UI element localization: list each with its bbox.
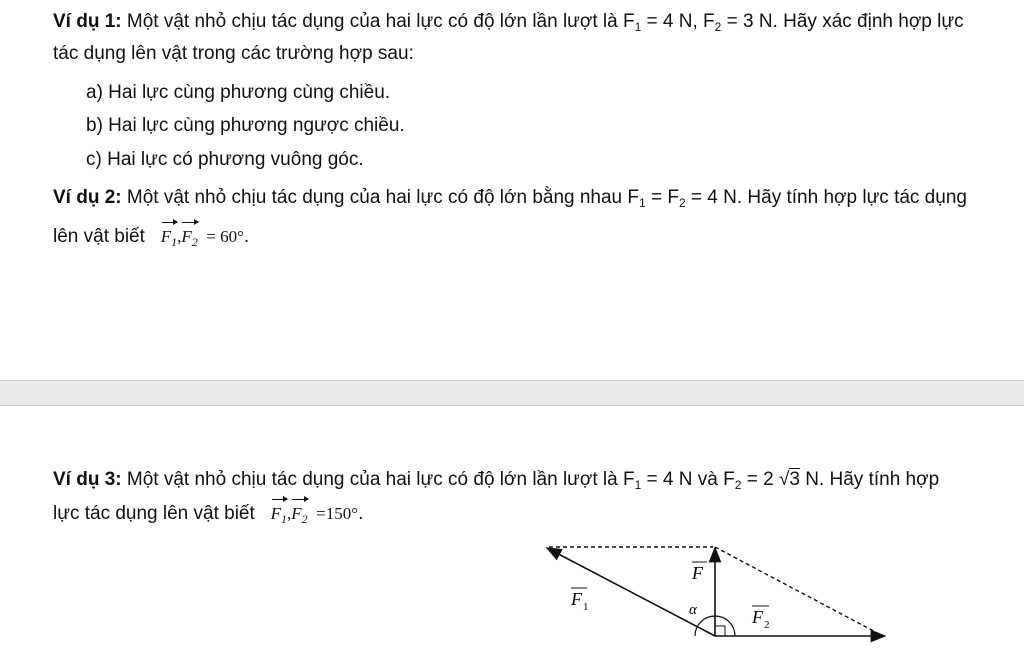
label-alpha: α: [689, 602, 697, 618]
svg-text:1: 1: [583, 601, 589, 613]
label-f2: [751, 606, 770, 631]
svg-text:F: F: [571, 589, 582, 609]
example-2-line-1: Ví dụ 2: Một vật nhỏ chịu tác dụng của hai lực có độ lớn bằng nhau $F_1 = F_2 = 4$ N. Hãy tính hợp lực tác dụng: [53, 187, 967, 210]
example-2-line-2: lên vật biết $F_1,F_2 = 60^\circ$.: [53, 226, 250, 249]
sqrt-expression: √3: [778, 469, 800, 490]
label-f: [691, 562, 707, 583]
right-angle-mark: [715, 626, 725, 636]
vector-f2-ex3: $F_2$: [291, 504, 308, 526]
example-1-item-b: b) Hai lực cùng phương ngược chiều.: [86, 115, 405, 136]
svg-text:F: F: [752, 607, 763, 627]
vector-f1-ex3: $F_1$: [270, 504, 288, 526]
example-1-item-a: a) Hai lực cùng phương cùng chiều.: [86, 82, 391, 103]
angle-expression: $F_1,F_2 = 60^\circ$: [160, 227, 244, 249]
document-page-2: [0, 406, 1024, 658]
vector-f2: $F_2$: [181, 227, 198, 249]
example-3-line-1: Ví dụ 3: Một vật nhỏ chịu tác dụng của hai lực có độ lớn lần lượt là $F_1 = 4$ N và $F_2 = 2$ √3 N. Hãy tính hợp: [53, 469, 940, 492]
example-1-label: Ví dụ 1:: [53, 11, 122, 32]
example-1-line-1: Ví dụ 1: Một vật nhỏ chịu tác dụng của hai lực có độ lớn lần lượt là $F_1 = 4$ N, $F_2 = 3$ N. Hãy xác định hợp lực: [53, 11, 964, 34]
angle-expression-3: $F_1,F_2 =150^\circ$: [270, 504, 359, 526]
vector-f1: $F_1$: [160, 227, 178, 249]
force-diagram: [535, 540, 895, 650]
example-3-label: Ví dụ 3:: [53, 469, 122, 490]
example-2-label: Ví dụ 2:: [53, 187, 122, 208]
example-3-line-2: lực tác dụng lên vật biết $F_1,F_2 =150^\circ$.: [53, 503, 364, 526]
page-separator: [0, 380, 1024, 406]
svg-text:F: F: [692, 563, 703, 583]
example-1-item-c: c) Hai lực có phương vuông góc.: [86, 149, 364, 170]
example-1-line-2: tác dụng lên vật trong các trường hợp sau:: [53, 43, 414, 64]
svg-text:2: 2: [764, 619, 770, 631]
label-f1: [570, 588, 589, 613]
dashed-right-edge: [715, 547, 883, 636]
